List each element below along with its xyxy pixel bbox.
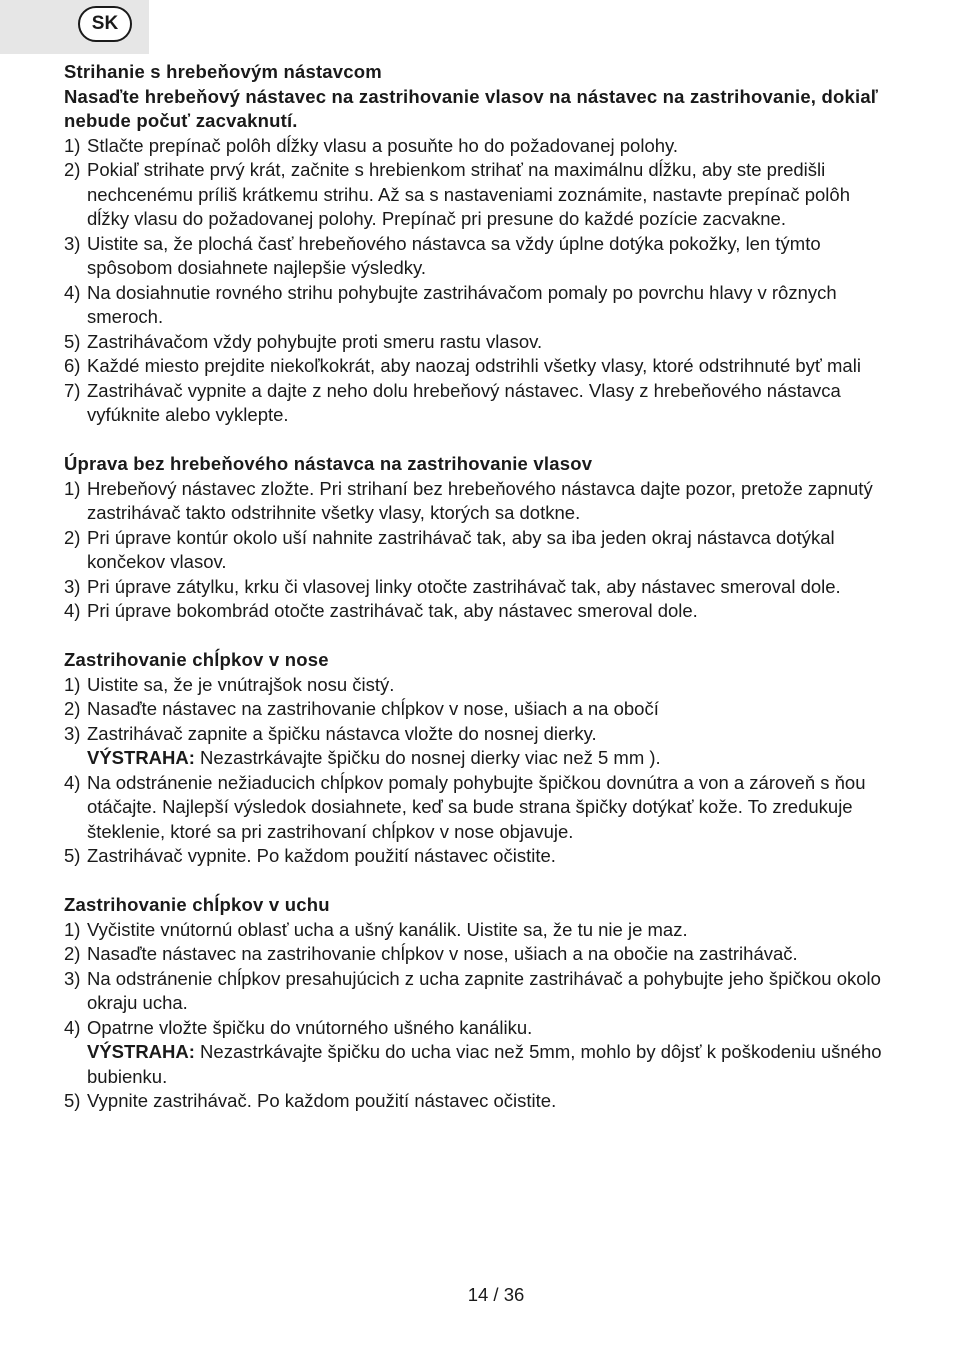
list-item: 2) Nasaďte nástavec na zastrihovanie chĺpkov v nose, ušiach a na obočí bbox=[64, 698, 659, 719]
list-item: 2) Pri úprave kontúr okolo uší nahnite zastrihávač tak, aby sa iba jeden okraj nástavca dotýkal končekov vlasov. bbox=[64, 526, 835, 572]
list-item: 3) Na odstránenie chĺpkov presahujúcich z ucha zapnite zastrihávač a pohybujte jeho špičkou okolo okraju ucha. bbox=[64, 967, 881, 1013]
section-nose-hair bbox=[64, 648, 894, 869]
language-badge: SK bbox=[78, 6, 132, 42]
list-item: 5) Vypnite zastrihávač. Po každom použití nástavec očistite. bbox=[64, 1090, 557, 1111]
list-item: 2) Pokiaľ strihate prvý krát, začnite s hrebienkom strihať na maximálnu dĺžku, aby ste predišli nechcenému príliš krátkemu strihu. Až sa s nastaveniami zoznámite, nastavte prepínač polôh dĺžky vlasu do požadovanej polohy. Prepínač pri presune do každé pozície zacvakne. bbox=[64, 159, 850, 229]
list-item: 1) Uistite sa, že je vnútrajšok nosu čistý. bbox=[64, 673, 395, 695]
list-item: 1) Hrebeňový nástavec zložte. Pri strihaní bez hrebeňového nástavca dajte pozor, pretože zapnutý zastrihávač takto odstrihnite všetky vlasy, ktorých sa dotkne. bbox=[64, 477, 873, 523]
list-item: 5) Zastrihávačom vždy pohybujte proti smeru rastu vlasov. bbox=[64, 330, 543, 352]
list-item: 3) Uistite sa, že plochá časť hrebeňového nástavca sa vždy úplne dotýka pokožky, len týmto spôsobom dosiahnete najlepšie výsledky. bbox=[64, 232, 821, 278]
instruction-content bbox=[64, 60, 894, 1138]
list-item: 7) Zastrihávač vypnite a dajte z neho dolu hrebeňový nástavec. Vlasy z hrebeňového nástavca vyfúknite alebo vyklepte. bbox=[64, 379, 841, 425]
step-list bbox=[64, 673, 894, 869]
list-item: 3) Pri úprave zátylku, krku či vlasovej linky otočte zastrihávač tak, aby nástavec smeroval dole. bbox=[64, 575, 841, 597]
list-item: 6) Každé miesto prejdite niekoľkokrát, aby naozaj odstrihli všetky vlasy, ktoré odstrihnuté byť mali bbox=[64, 355, 861, 376]
section-no-comb-trimming bbox=[64, 452, 894, 624]
list-item: 3) Zastrihávač zapnite a špičku nástavca vložte do nosnej dierky. VÝSTRAHA: Nezastrkávajte špičku do nosnej dierky viac než 5 mm ). bbox=[64, 722, 894, 771]
list-item: 2) Nasaďte nástavec na zastrihovanie chĺpkov v nose, ušiach a na obočie na zastrihávač. bbox=[64, 943, 798, 964]
warning-note: VÝSTRAHA: Nezastrkávajte špičku do ucha viac než 5mm, mohlo by dôjsť k poškodeniu ušného bubienku. bbox=[87, 1041, 882, 1087]
language-tab bbox=[0, 0, 149, 54]
section-comb-trimming bbox=[64, 60, 894, 428]
step-list bbox=[64, 918, 894, 1114]
warning-label: VÝSTRAHA: bbox=[87, 747, 195, 768]
list-item: 4) Na dosiahnutie rovného strihu pohybujte zastrihávačom pomaly po povrchu hlavy v rôznych smeroch. bbox=[64, 281, 837, 327]
list-item: 4) Opatrne vložte špičku do vnútorného ušného kanáliku. VÝSTRAHA: Nezastrkávajte špičku do ucha viac než 5mm, mohlo by dôjsť k poškodeniu ušného bubienku. bbox=[64, 1016, 894, 1090]
page-number: 14 / 36 bbox=[467, 1284, 525, 1305]
list-item: 4) Na odstránenie nežiaducich chĺpkov pomaly pohybujte špičkou dovnútra a von a zároveň s ňou otáčajte. Najlepší výsledok dosiahnete, keď sa bude strana špičky dotýkať kože. To zredukuje šteklenie, ktoré sa pri zastrihovaní chĺpkov v nose objavuje. bbox=[64, 771, 866, 842]
list-item: 4) Pri úprave bokombrád otočte zastrihávač tak, aby nástavec smeroval dole. bbox=[64, 600, 698, 621]
step-list bbox=[64, 477, 894, 624]
warning-note: VÝSTRAHA: Nezastrkávajte špičku do nosnej dierky viac než 5 mm ). bbox=[87, 747, 661, 768]
section-heading: Úprava bez hrebeňového nástavca na zastrihovanie vlasov bbox=[64, 453, 593, 474]
section-heading: Strihanie s hrebeňovým nástavcom bbox=[64, 61, 382, 82]
warning-label: VÝSTRAHA: bbox=[87, 1041, 195, 1062]
list-item: 1) Stlačte prepínač polôh dĺžky vlasu a posuňte ho do požadovanej polohy. bbox=[64, 134, 679, 156]
list-item: 5) Zastrihávač vypnite. Po každom použití nástavec očistite. bbox=[64, 845, 556, 866]
section-heading: Zastrihovanie chĺpkov v uchu bbox=[64, 894, 330, 915]
section-heading: Zastrihovanie chĺpkov v nose bbox=[64, 649, 329, 670]
section-ear-hair bbox=[64, 893, 894, 1114]
list-item: 1) Vyčistite vnútornú oblasť ucha a ušný kanálik. Uistite sa, že tu nie je maz. bbox=[64, 918, 688, 940]
step-list bbox=[64, 134, 894, 428]
section-subheading: Nasaďte hrebeňový nástavec na zastrihovanie vlasov na nástavec na zastrihovanie, dokiaľ nebude počuť zacvaknutí. bbox=[64, 85, 879, 131]
